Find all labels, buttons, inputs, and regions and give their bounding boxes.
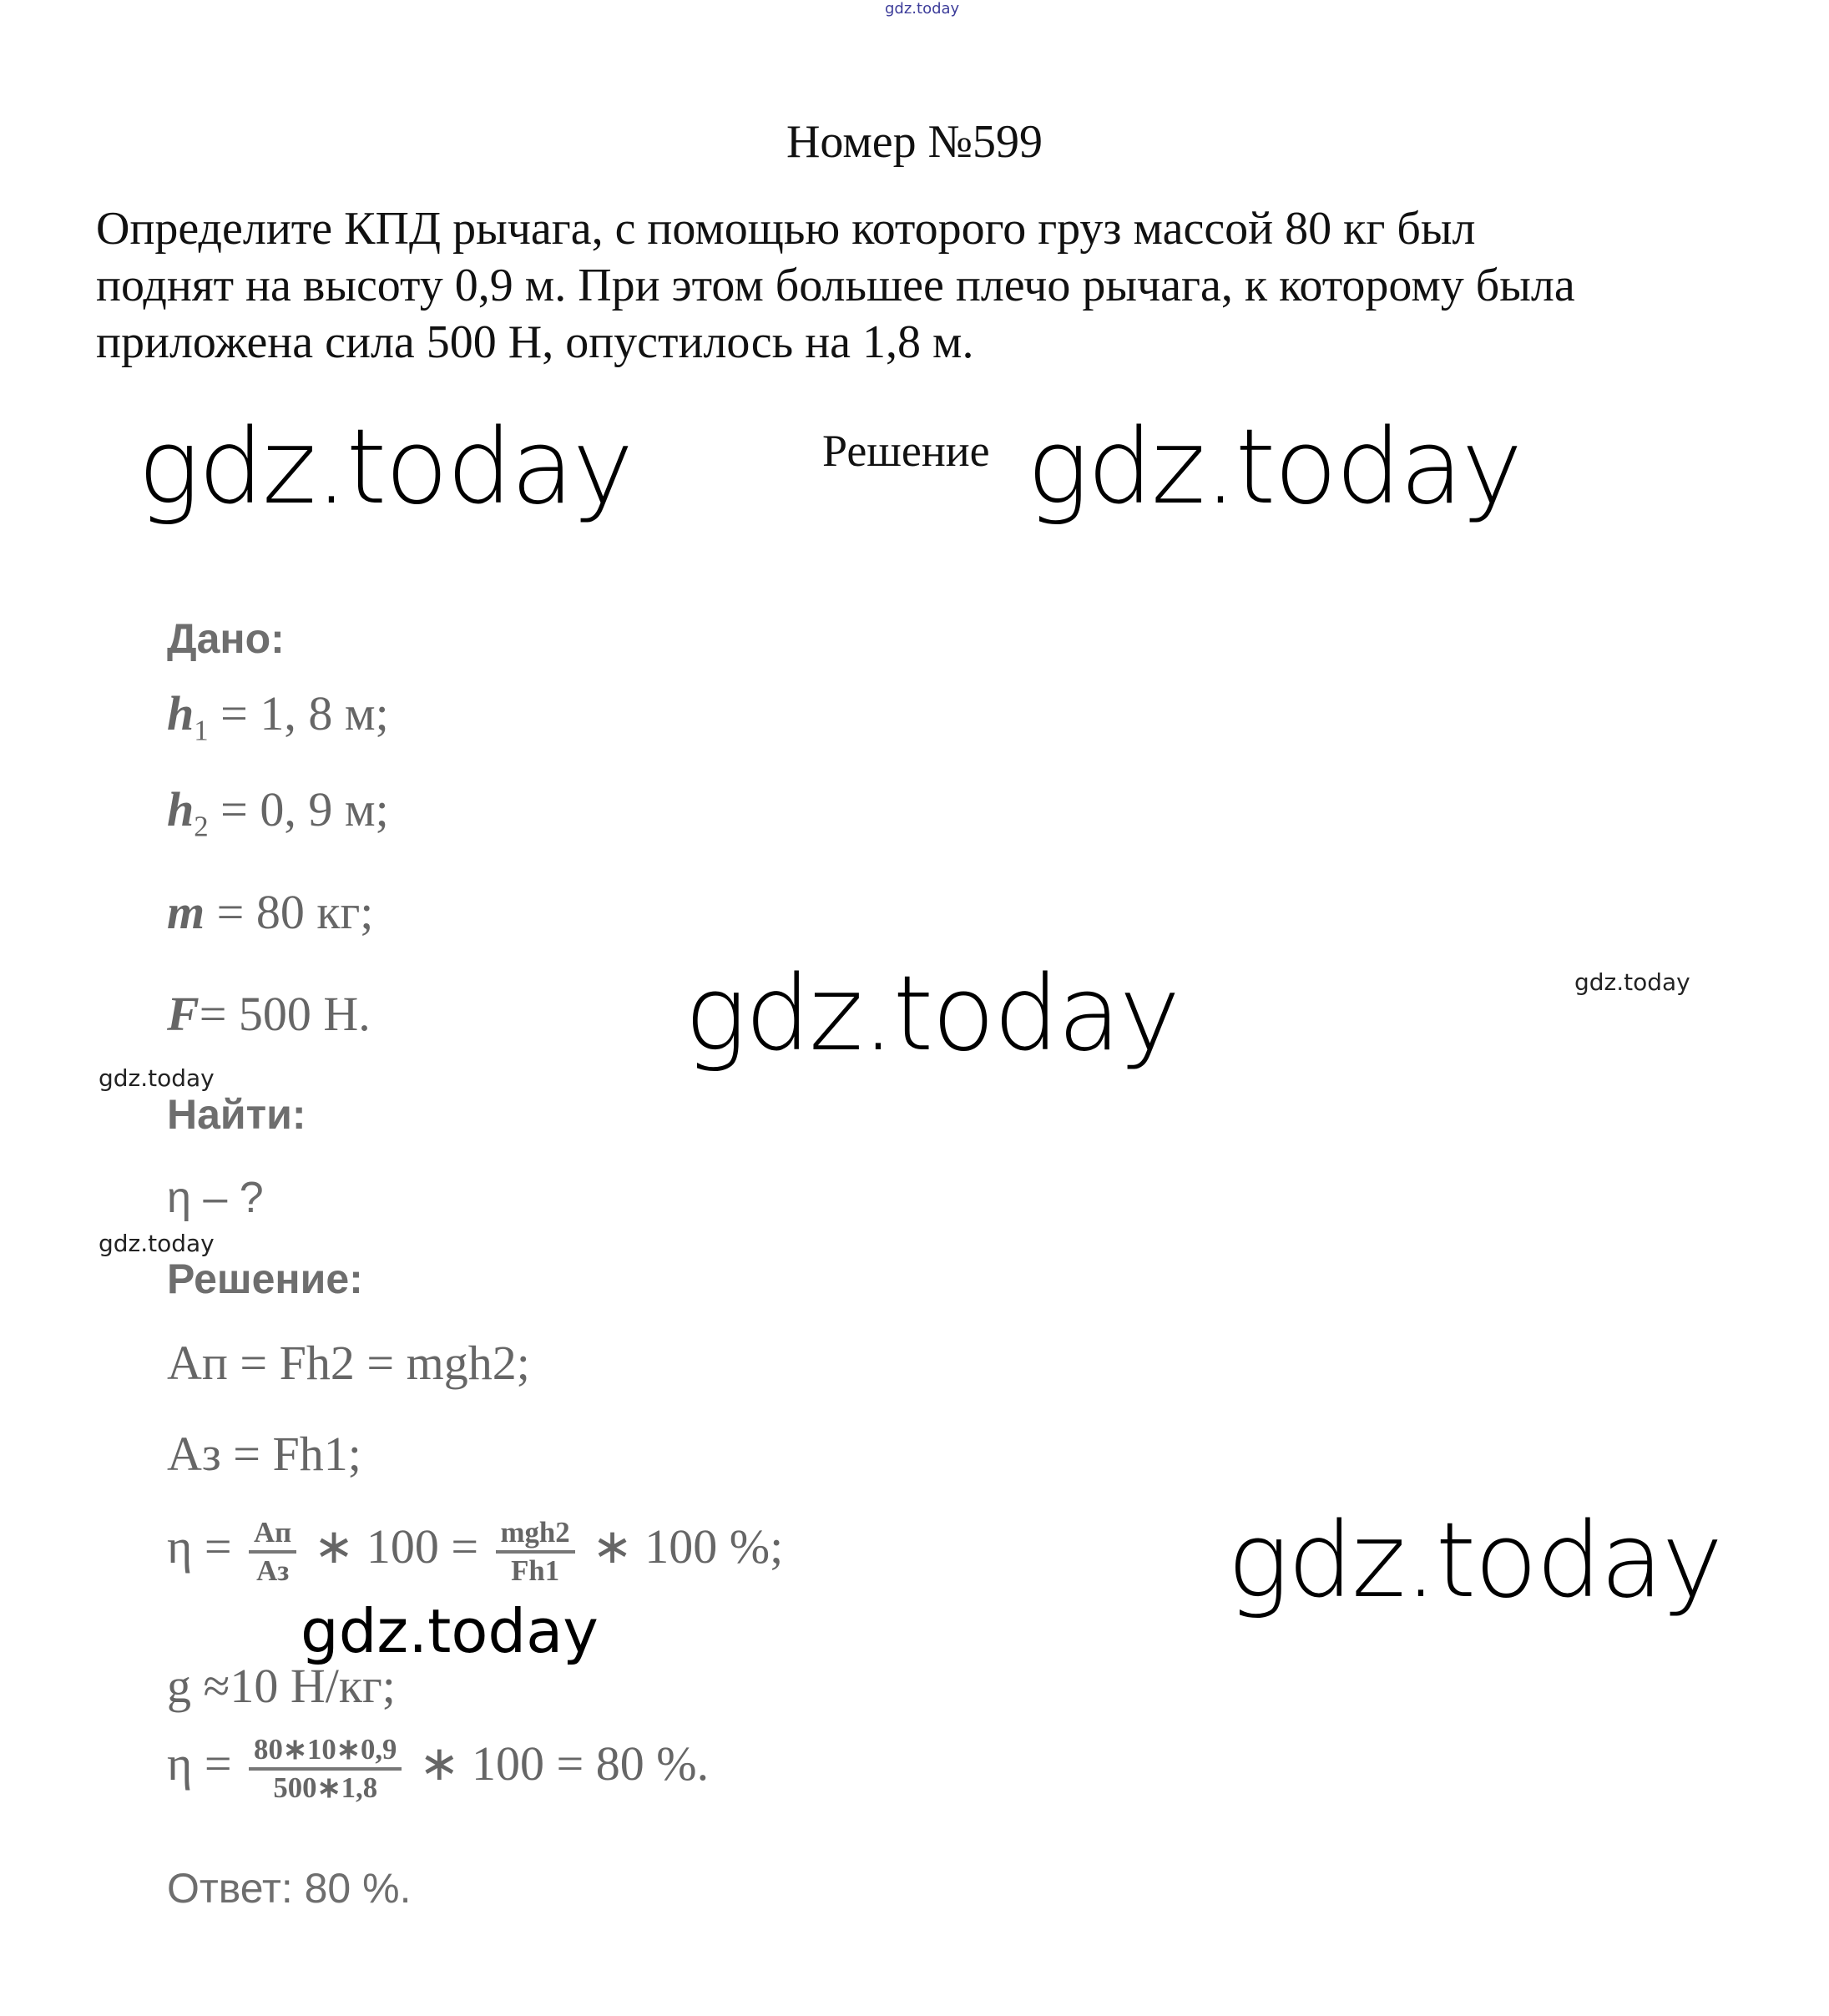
fraction: [249, 1732, 402, 1806]
eta-left: η =: [167, 1736, 232, 1791]
fraction-denominator: Aз: [256, 1554, 290, 1587]
watermark-logo: gdz.today: [685, 954, 1180, 1074]
solution-heading: Решение: [822, 426, 990, 476]
fraction-denominator: 500∗1,8: [273, 1771, 378, 1804]
watermark-small: gdz.today: [99, 1064, 215, 1092]
eta-left: η =: [167, 1519, 232, 1574]
problem-statement: [96, 200, 1757, 371]
value-text: = 80 кг;: [205, 885, 374, 939]
var-m: m: [167, 885, 205, 939]
value-text: = 500 Н.: [199, 987, 371, 1041]
watermark-logo: gdz.today: [1227, 1501, 1722, 1621]
formula-useful-work: Aп = Fh2 = mgh2;: [167, 1336, 530, 1390]
answer-text: Ответ: 80 %.: [167, 1865, 412, 1912]
watermark-logo: gdz.today: [1027, 407, 1522, 528]
fraction-numerator: 80∗10∗0,9: [249, 1732, 402, 1771]
header-watermark: gdz.today: [885, 0, 960, 18]
formula-efficiency: [167, 1515, 783, 1589]
problem-line: поднят на высоту 0,9 м. При этом большее плечо рычага, к которому была: [96, 260, 1575, 311]
fraction: [249, 1515, 296, 1589]
var-F: F: [167, 987, 200, 1041]
fraction: [496, 1515, 575, 1589]
eta-end: ∗ 100 %;: [592, 1519, 784, 1574]
problem-line: приложена сила 500 Н, опустилось на 1,8 м.: [96, 316, 974, 368]
calc-end: ∗ 100 = 80 %.: [418, 1736, 710, 1791]
watermark-logo: gdz.today: [138, 407, 633, 528]
value-text: = 0, 9 м;: [208, 782, 389, 836]
find-value: η – ?: [167, 1174, 264, 1222]
fraction-numerator: mgh2: [496, 1515, 575, 1554]
subscript: 1: [194, 714, 209, 747]
problem-line: Определите КПД рычага, с помощью которого груз массой 80 кг был: [96, 203, 1476, 255]
gravity-value: g ≈10 Н/кг;: [167, 1659, 396, 1713]
given-F: [167, 985, 371, 1043]
given-h2: [167, 781, 389, 856]
value-text: = 1, 8 м;: [208, 686, 389, 740]
var-h: h: [167, 782, 195, 836]
page-title: Номер №599: [786, 116, 1043, 168]
formula-calculation: [167, 1732, 709, 1806]
subscript: 2: [194, 810, 209, 843]
watermark-small: gdz.today: [99, 1230, 215, 1257]
solution-label: Решение:: [167, 1256, 363, 1302]
formula-total-work: Aз = Fh1;: [167, 1427, 361, 1481]
given-label: Дано:: [167, 615, 285, 662]
var-h: h: [167, 686, 195, 740]
eta-mid: ∗ 100 =: [313, 1519, 479, 1574]
fraction-denominator: Fh1: [511, 1554, 560, 1587]
watermark-logo: gdz.today: [301, 1596, 599, 1666]
watermark-small: gdz.today: [1574, 968, 1690, 996]
fraction-numerator: Aп: [249, 1515, 296, 1554]
given-h1: [167, 685, 389, 760]
find-label: Найти:: [167, 1091, 306, 1138]
given-m: [167, 883, 373, 942]
